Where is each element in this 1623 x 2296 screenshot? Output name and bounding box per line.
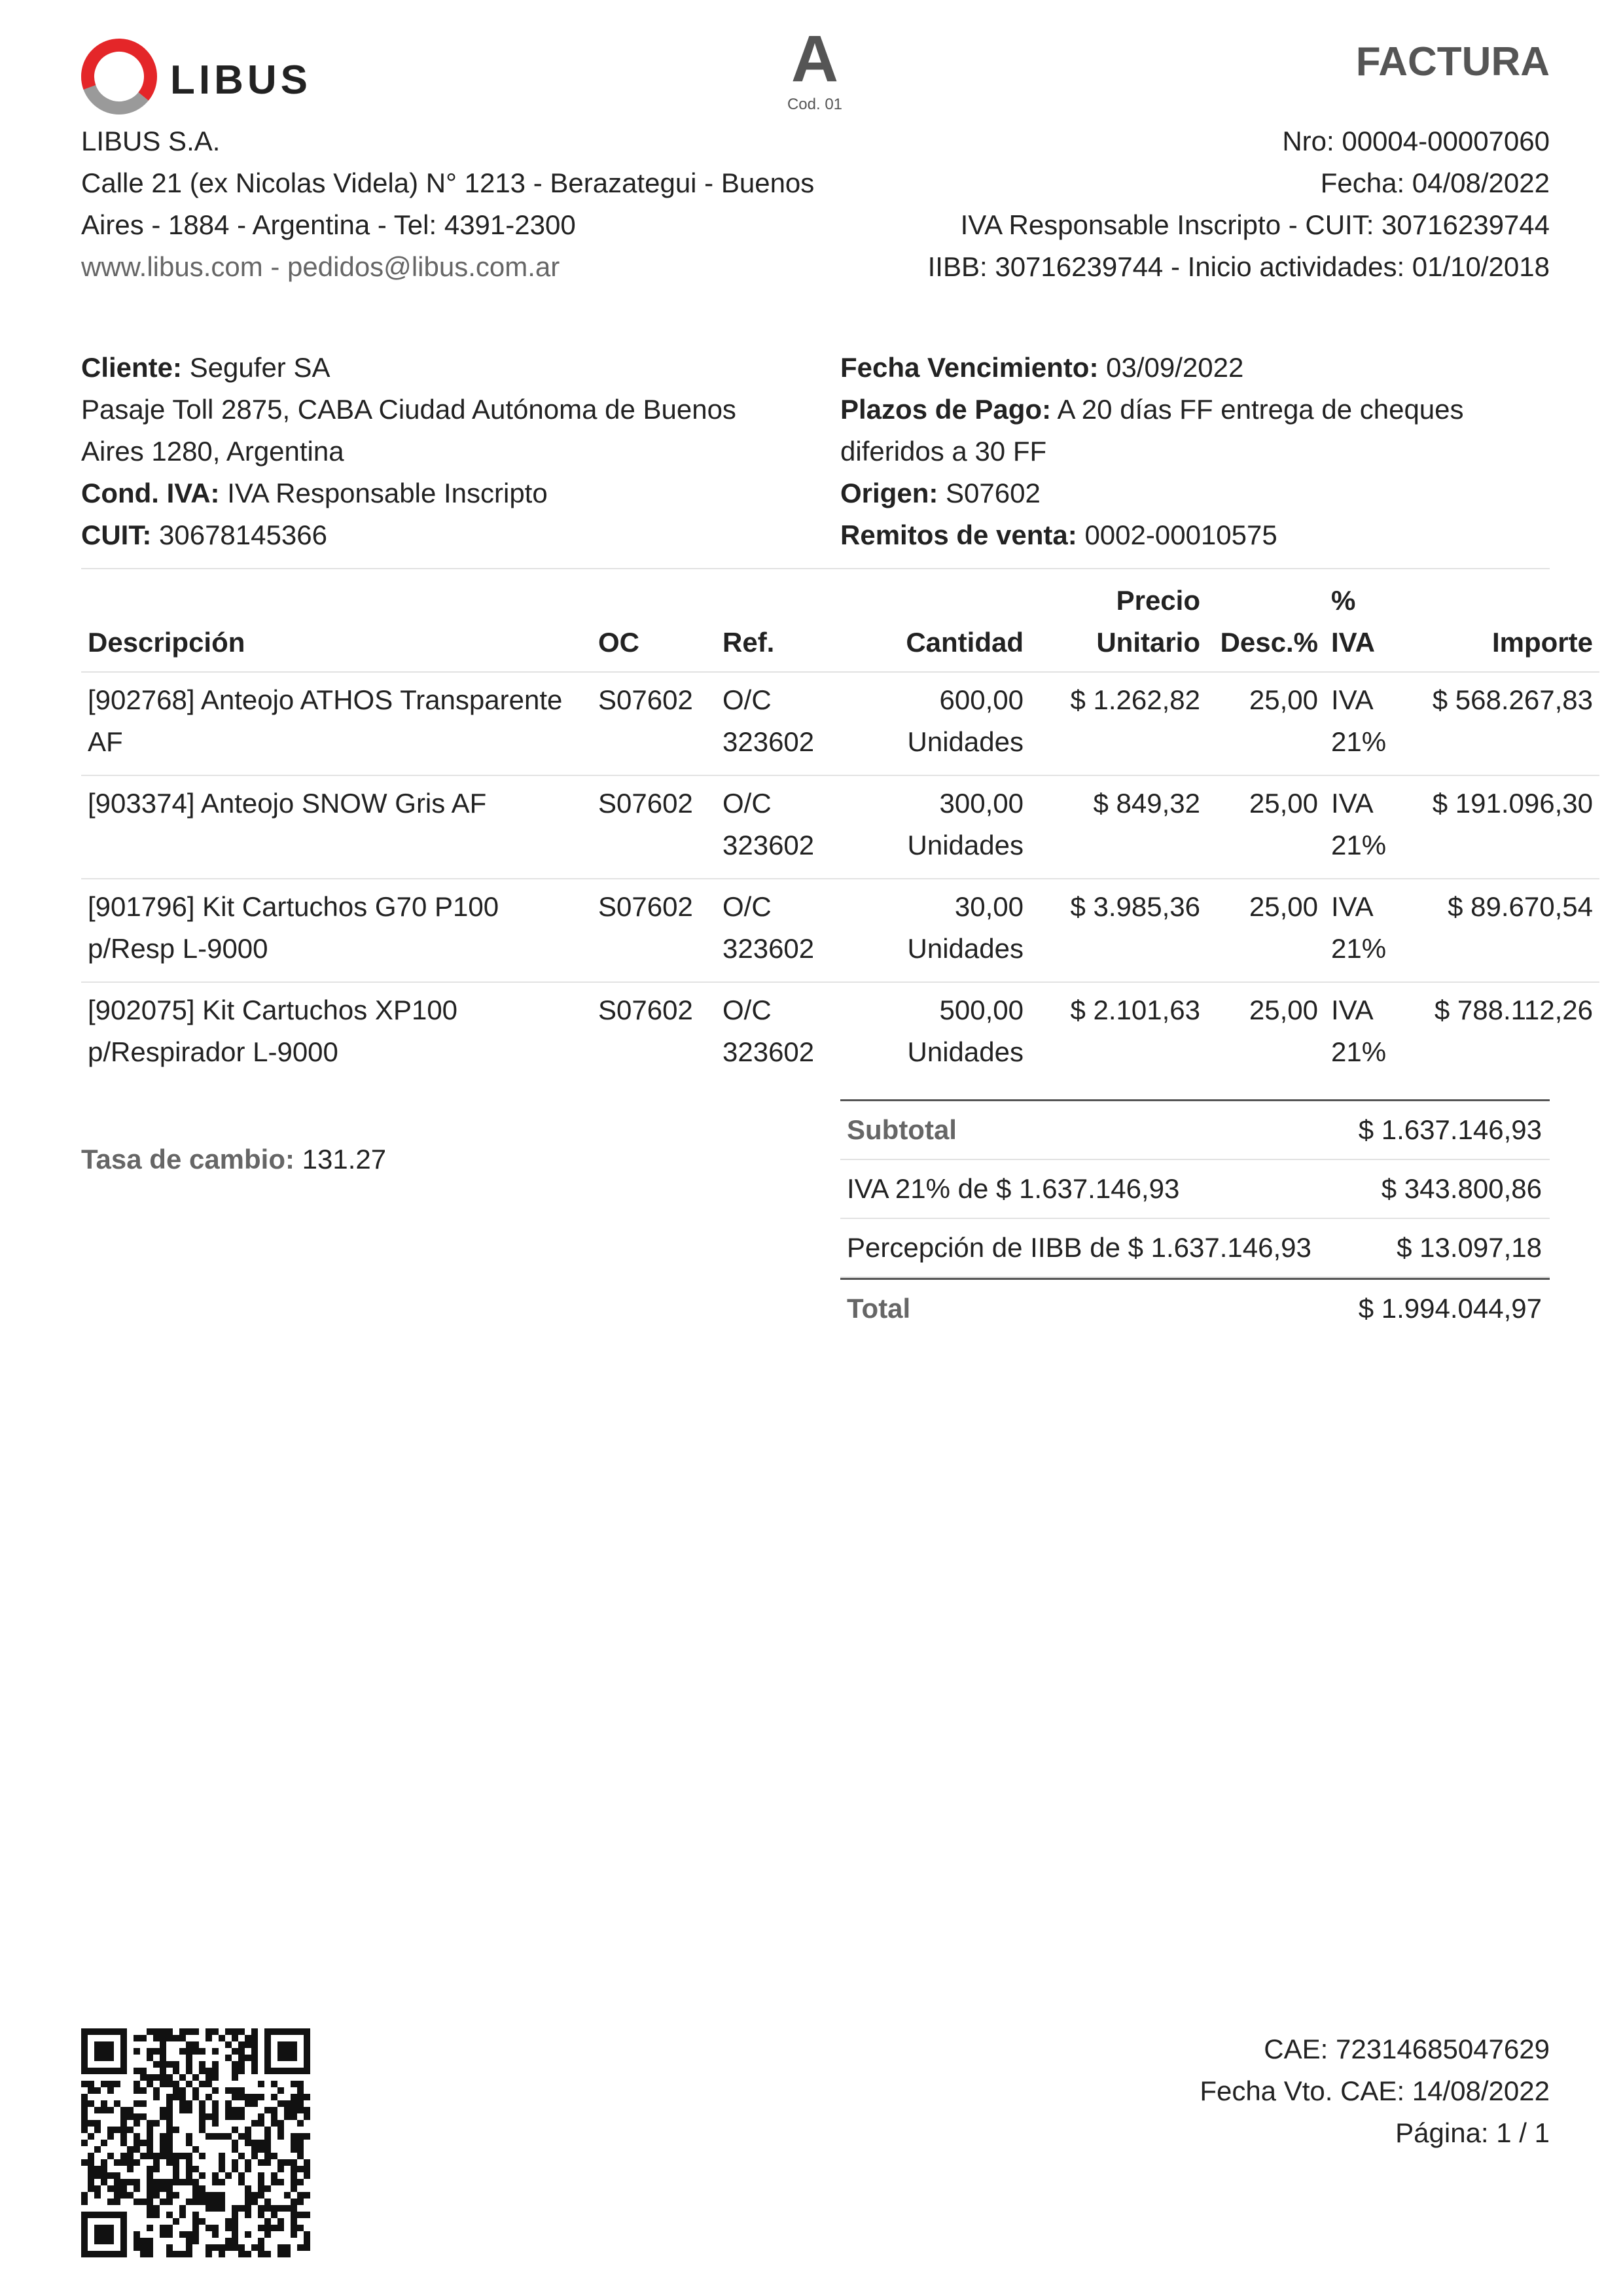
due-date: 03/09/2022 xyxy=(1106,352,1244,383)
items-table xyxy=(81,576,1593,1085)
remitos-value: 0002-00010575 xyxy=(1084,520,1277,550)
page-number: Página: 1 / 1 xyxy=(1395,2117,1550,2148)
col-header-iva: % IVA xyxy=(1325,576,1423,672)
document-title: FACTURA xyxy=(1355,39,1550,84)
client-iva: IVA Responsable Inscripto xyxy=(227,478,548,508)
remitos-label: Remitos de venta: xyxy=(840,520,1077,550)
exchange-rate-value: 131.27 xyxy=(302,1144,387,1174)
invoice-number: Nro: 00004-00007060 xyxy=(1282,126,1550,156)
item-discount: 25,00 xyxy=(1207,775,1325,879)
item-ref: O/C 323602 xyxy=(716,879,866,982)
total-label: Total xyxy=(847,1293,911,1324)
iibb-value: $ 13.097,18 xyxy=(1397,1232,1542,1263)
table-row xyxy=(81,775,1599,879)
seller-iva-cuit: IVA Responsable Inscripto - CUIT: 30716239744 xyxy=(960,209,1550,240)
item-oc: S07602 xyxy=(592,672,716,775)
table-row xyxy=(81,672,1599,775)
item-ref: O/C 323602 xyxy=(722,995,815,1067)
item-description: [903374] Anteojo SNOW Gris AF xyxy=(81,775,592,879)
origin-value: S07602 xyxy=(946,478,1041,508)
col-header-quantity: Cantidad xyxy=(866,576,1030,672)
exchange-rate-label: Tasa de cambio: xyxy=(81,1144,294,1174)
iva-label: IVA 21% de $ 1.637.146,93 xyxy=(847,1173,1180,1204)
item-description: [901796] Kit Cartuchos G70 P100 p/Resp L-9000 xyxy=(81,879,592,982)
item-iva: IVA 21% xyxy=(1325,775,1423,879)
item-iva: IVA 21% xyxy=(1325,672,1423,775)
client-name: Segufer SA xyxy=(189,352,330,383)
cae-info xyxy=(961,2028,1550,2154)
col-header-amount: Importe xyxy=(1423,576,1599,672)
client-name-label: Cliente: xyxy=(81,352,183,383)
col-header-unit-price: Precio Unitario xyxy=(1030,576,1207,672)
totals-block xyxy=(840,1099,1550,1337)
col-header-ref: Ref. xyxy=(716,576,866,672)
subtotal-value: $ 1.637.146,93 xyxy=(1358,1114,1542,1145)
section-divider xyxy=(81,568,1550,569)
logo-text: LIBUS xyxy=(170,58,312,103)
payment-terms xyxy=(840,347,1554,556)
item-amount: $ 788.112,26 xyxy=(1434,995,1593,1025)
exchange-rate xyxy=(81,1139,386,1180)
client-cuit-label: CUIT: xyxy=(81,520,152,550)
cae-due-date: Fecha Vto. CAE: 14/08/2022 xyxy=(1200,2075,1550,2106)
item-unit-price: $ 2.101,63 xyxy=(1070,995,1200,1025)
company-name: LIBUS S.A. xyxy=(81,126,221,156)
total-value: $ 1.994.044,97 xyxy=(1358,1293,1542,1324)
col-header-discount: Desc.% xyxy=(1207,576,1325,672)
item-ref: O/C 323602 xyxy=(716,775,866,879)
company-logo xyxy=(79,36,353,121)
company-info xyxy=(81,120,834,288)
item-unit-price: $ 849,32 xyxy=(1030,775,1207,879)
seller-iibb: IIBB: 30716239744 - Inicio actividades: 01/10/2018 xyxy=(927,251,1550,282)
item-iva: IVA 21% xyxy=(1331,995,1387,1067)
iva-value: $ 343.800,86 xyxy=(1381,1173,1542,1204)
client-address: Pasaje Toll 2875, CABA Ciudad Autónoma de Buenos Aires 1280, Argentina xyxy=(81,394,736,467)
iibb-row xyxy=(840,1219,1550,1278)
subtotal-label: Subtotal xyxy=(847,1114,957,1145)
col-header-description: Descripción xyxy=(81,576,592,672)
client-cuit: 30678145366 xyxy=(159,520,327,550)
client-iva-label: Cond. IVA: xyxy=(81,478,220,508)
invoice-date: Fecha: 04/08/2022 xyxy=(1320,168,1550,198)
invoice-type-code: Cod. 01 xyxy=(787,96,843,113)
item-quantity: 600,00 Unidades xyxy=(866,672,1030,775)
subtotal-row xyxy=(840,1099,1550,1160)
company-web-contact: www.libus.com - pedidos@libus.com.ar xyxy=(81,251,560,282)
table-header-row xyxy=(81,576,1599,672)
item-iva: IVA 21% xyxy=(1325,879,1423,982)
item-discount: 25,00 xyxy=(1249,995,1318,1025)
item-oc: S07602 xyxy=(598,995,693,1025)
iibb-label: Percepción de IIBB de $ 1.637.146,93 xyxy=(847,1232,1311,1263)
item-oc: S07602 xyxy=(592,879,716,982)
item-ref: O/C 323602 xyxy=(716,672,866,775)
cae-number: CAE: 72314685047629 xyxy=(1264,2034,1550,2064)
iva-row xyxy=(840,1160,1550,1219)
item-description: [902075] Kit Cartuchos XP100 p/Respirador L-9000 xyxy=(88,995,458,1067)
payment-terms-label: Plazos de Pago: xyxy=(840,394,1052,425)
invoice-type-letter: A xyxy=(791,22,839,96)
invoice-meta xyxy=(830,120,1550,288)
item-quantity: 30,00 Unidades xyxy=(866,879,1030,982)
due-date-label: Fecha Vencimiento: xyxy=(840,352,1099,383)
col-header-oc: OC xyxy=(592,576,716,672)
item-discount: 25,00 xyxy=(1207,879,1325,982)
table-row xyxy=(81,879,1599,982)
item-quantity: 500,00 Unidades xyxy=(907,995,1024,1067)
item-amount: $ 191.096,30 xyxy=(1423,775,1599,879)
table-row xyxy=(81,982,1599,1085)
afip-qr-code xyxy=(81,2028,310,2257)
total-row xyxy=(840,1278,1550,1337)
item-amount: $ 89.670,54 xyxy=(1423,879,1599,982)
item-oc: S07602 xyxy=(592,775,716,879)
item-description: [902768] Anteojo ATHOS Transparente AF xyxy=(81,672,592,775)
item-unit-price: $ 1.262,82 xyxy=(1030,672,1207,775)
client-info xyxy=(81,347,775,556)
item-quantity: 300,00 Unidades xyxy=(866,775,1030,879)
origin-label: Origen: xyxy=(840,478,938,508)
item-discount: 25,00 xyxy=(1207,672,1325,775)
item-amount: $ 568.267,83 xyxy=(1423,672,1599,775)
company-address: Calle 21 (ex Nicolas Videla) N° 1213 - Berazategui - Buenos Aires - 1884 - Argentina - Tel: 4391-2300 xyxy=(81,168,815,240)
payment-terms-value: A 20 días FF entrega de cheques diferidos a 30 FF xyxy=(840,394,1464,467)
item-unit-price: $ 3.985,36 xyxy=(1030,879,1207,982)
